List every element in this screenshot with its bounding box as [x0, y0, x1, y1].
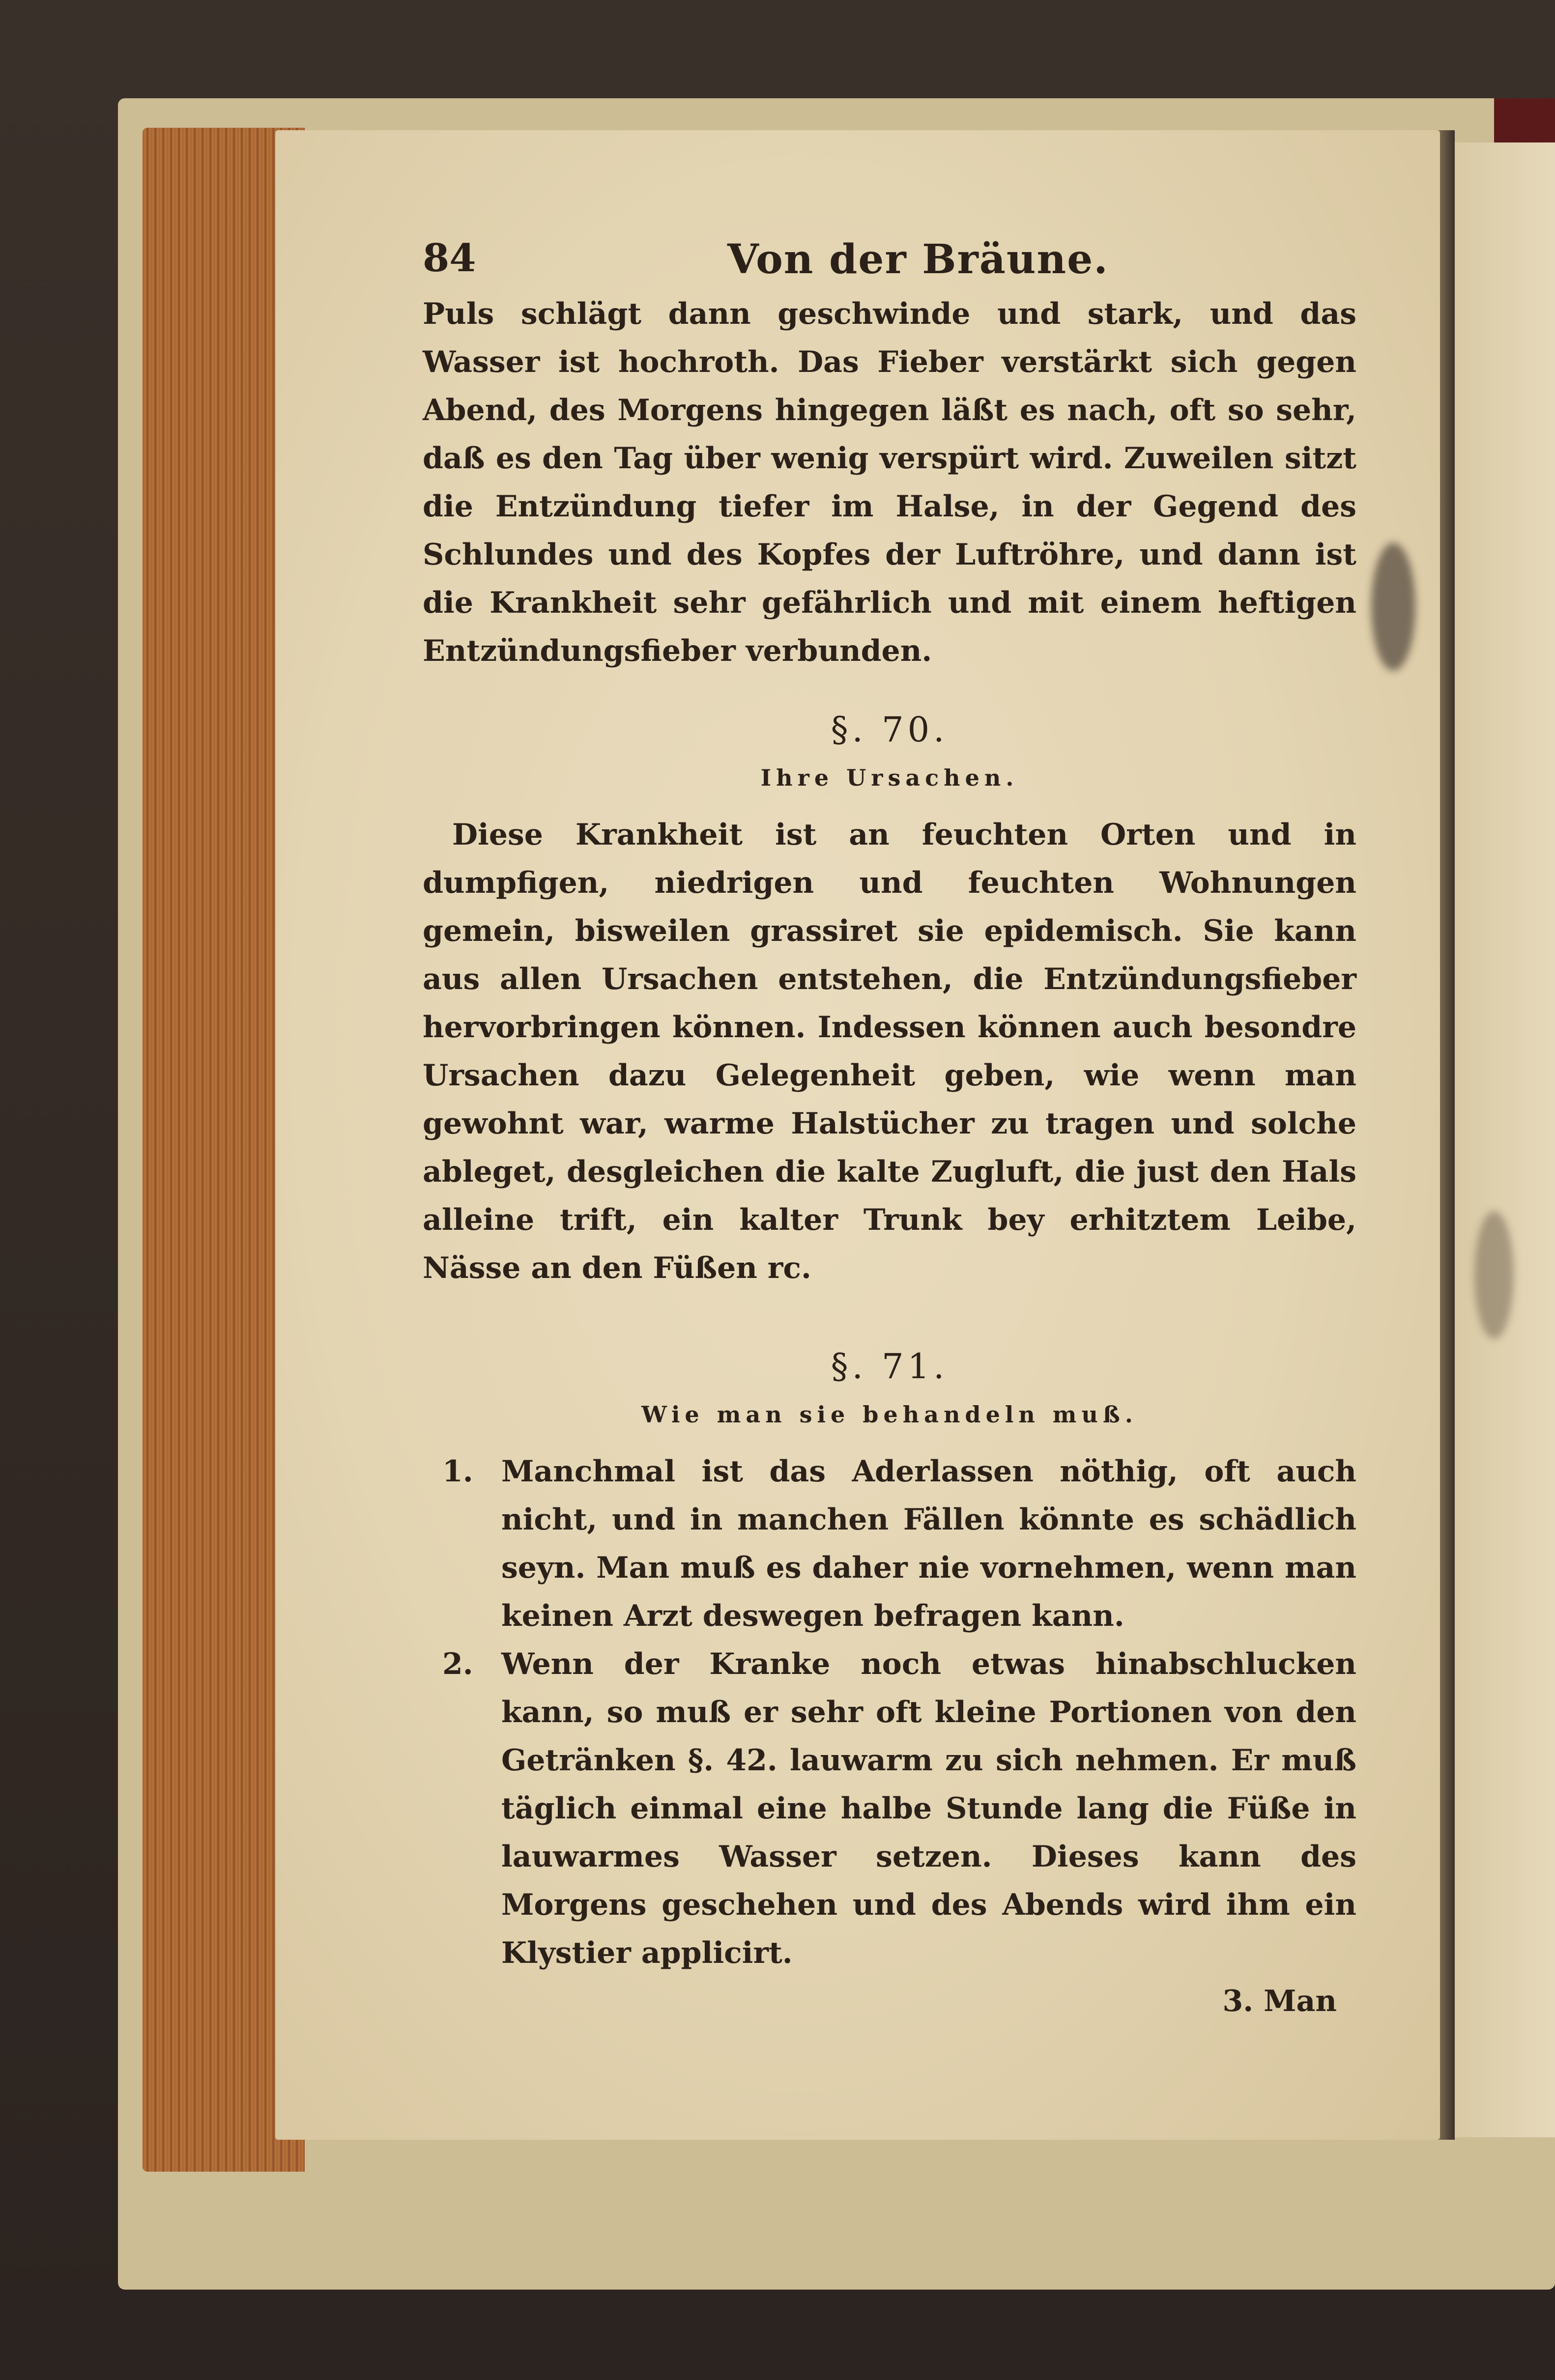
section-70-paragraph: Diese Krankheit ist an feuchten Orten und in dumpfigen, niedrigen und feuchten Wohnungen gemein, bisweilen grassiret sie epidemisch. Sie kann aus allen Ursachen entstehen, die Entzündungsfieber hervorbringen können. Indessen können auch besondre Ursachen dazu Gelegenheit geben, wie wenn man gewohnt war, warme Halstücher zu tragen und solche ableget, desgleichen die kalte Zugluft, die just den Hals alleine trift, ein kalter Trunk bey erhitztem Leibe, Nässe an den Füßen rc.	[423, 818, 1356, 1285]
catchword: 3. Man	[1222, 1984, 1337, 2018]
item-number: 1.	[442, 1454, 473, 1489]
item-number: 2.	[442, 1647, 473, 1681]
cover-edge	[1494, 98, 1555, 147]
section-71-title: Wie man sie behandeln muß.	[641, 1401, 1138, 1428]
facing-page	[1455, 142, 1555, 2137]
page-number: 84	[423, 236, 476, 281]
item-text: Manchmal ist das Aderlassen nöthig, oft auch nicht, und in manchen Fällen könnte es schädlich seyn. Man muß es daher nie vornehmen, wenn man keinen Arzt deswegen befragen kann.	[501, 1454, 1356, 1633]
section-70-title: Ihre Ursachen.	[760, 765, 1019, 791]
section-70-number: §. 70.	[831, 709, 949, 750]
treatment-list	[423, 1447, 1356, 1977]
ink-stain	[1474, 1211, 1514, 1339]
section-71-number: §. 71.	[831, 1346, 949, 1387]
running-head: Von der Bräune.	[727, 236, 1109, 283]
intro-paragraph: Puls schlägt dann geschwinde und stark, und das Wasser ist hochroth. Das Fieber verstärkt sich gegen Abend, des Morgens hingegen läßt es nach, oft so sehr, daß es den Tag über wenig verspürt wird. Zuweilen sitzt die Entzündung tiefer im Halse, in der Gegend des Schlundes und des Kopfes der Luftröhre, und dann ist die Krankheit sehr gefährlich und mit einem heftigen Entzündungsfieber verbunden.	[423, 297, 1356, 668]
list-item	[423, 1447, 1356, 1640]
page-text	[423, 236, 1356, 2018]
ink-stain	[1371, 543, 1415, 671]
page-header	[423, 236, 1356, 290]
item-text: Wenn der Kranke noch etwas hinabschlucken kann, so muß er sehr oft kleine Portionen von den Getränken §. 42. lauwarm zu sich nehmen. Er muß täglich einmal eine halbe Stunde lang die Füße in lauwarmes Wasser setzen. Dieses kann des Morgens geschehen und des Abends wird ihm ein Klystier applicirt.	[501, 1647, 1356, 1970]
list-item	[423, 1640, 1356, 1977]
